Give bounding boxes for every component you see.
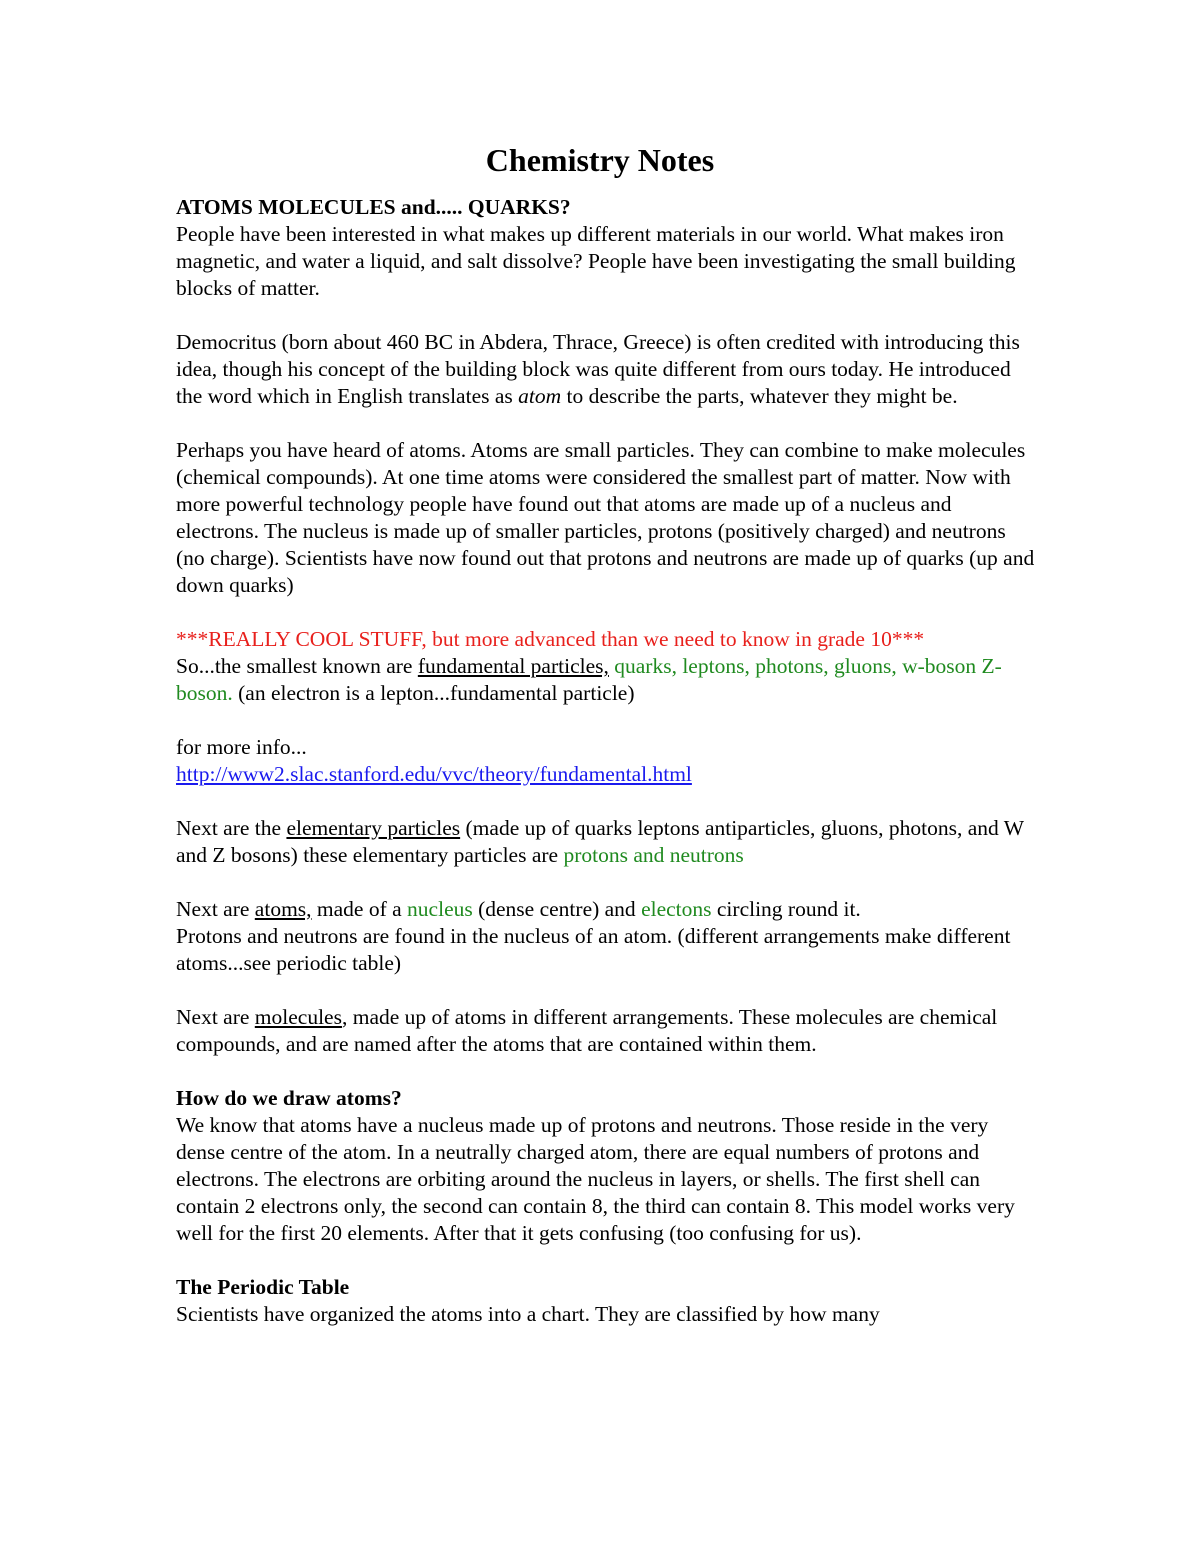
democritus-paragraph — [176, 329, 1036, 410]
protons-neutrons-term: protons and neutrons — [563, 843, 744, 867]
elementary-text-a: Next are the — [176, 816, 287, 840]
atoms-intro-paragraph: People have been interested in what makes up different materials in our world. What makes iron magnetic, and water a liquid, and salt dissolve? People have been investigating the small building blocks of matter. — [176, 222, 1016, 300]
periodic-table-paragraph: Scientists have organized the atoms into a chart. They are classified by how many — [176, 1302, 880, 1326]
molecules-text-a: Next are — [176, 1005, 255, 1029]
draw-atoms-heading: How do we draw atoms? — [176, 1086, 402, 1110]
fundamental-link[interactable]: http://www2.slac.stanford.edu/vvc/theory/fundamental.html — [176, 762, 692, 786]
molecules-text-b: , made up of atoms in different arrangements. These molecules are chemical compounds, and are named after the atoms that are contained within them. — [176, 1005, 998, 1056]
cool-stuff-paragraph — [176, 626, 1036, 707]
fundamental-particles-term: fundamental particles, — [417, 654, 609, 678]
more-info-paragraph — [176, 734, 1036, 788]
molecules-term: molecules — [254, 1005, 342, 1029]
atoms-nucleus-paragraph — [176, 896, 1036, 977]
atoms-text-c: (dense centre) and — [472, 897, 642, 921]
more-info-label: for more info... — [176, 735, 307, 759]
electron-lepton-note: (an electron is a lepton...fundamental particle) — [232, 681, 635, 705]
democritus-text-b: to describe the parts, whatever they might be. — [561, 384, 958, 408]
elementary-particles-paragraph — [176, 815, 1036, 869]
atoms-particles-paragraph: Perhaps you have heard of atoms. Atoms are small particles. They can combine to make molecules (chemical compounds). At one time atoms were considered the smallest part of matter. Now with more powerful technology people have found out that atoms are made up of a nucleus and electrons. The nucleus is made up of smaller particles, protons (positively charged) and neutrons (no charge). Scientists have now found out that protons and neutrons are made up of quarks (up and down quarks) — [176, 438, 1035, 597]
atoms-text-e: Protons and neutrons are found in the nucleus of an atom. (different arrangements make different atoms...see periodic table) — [176, 924, 1011, 975]
page-title: Chemistry Notes — [485, 142, 715, 178]
atoms-term: atoms, — [254, 897, 312, 921]
atoms-heading: ATOMS MOLECULES and..... QUARKS? — [176, 195, 571, 219]
elementary-particles-term: elementary particles — [286, 816, 461, 840]
elementary-text-b: (made up of quarks leptons antiparticles, gluons, photons, and W and Z bosons) these elementary particles are — [176, 816, 1024, 867]
smallest-known-text: So...the smallest known are — [176, 654, 418, 678]
draw-atoms-section — [176, 1085, 1036, 1247]
periodic-table-heading: The Periodic Table — [176, 1275, 350, 1299]
atoms-text-b: made of a — [311, 897, 408, 921]
electons-term: electons — [641, 897, 712, 921]
cool-stuff-note: ***REALLY COOL STUFF, but more advanced than we need to know in grade 10*** — [176, 627, 925, 651]
periodic-table-section — [176, 1274, 1036, 1328]
nucleus-term: nucleus — [407, 897, 473, 921]
fundamental-particles-list: quarks, leptons, photons, gluons, w-boson Z-boson. — [176, 654, 1002, 705]
atoms-section — [176, 194, 1036, 302]
atoms-text-a: Next are — [176, 897, 255, 921]
democritus-text-a: Democritus (born about 460 BC in Abdera, Thrace, Greece) is often credited with introducing this idea, though his concept of the building block was quite different from ours today. He introduced the word which in English translates as — [176, 330, 1020, 408]
molecules-paragraph — [176, 1004, 1036, 1058]
document-page — [176, 140, 1036, 1355]
atoms-text-d: circling round it. — [711, 897, 861, 921]
atom-word: atom — [518, 384, 562, 408]
draw-atoms-paragraph: We know that atoms have a nucleus made up of protons and neutrons. Those reside in the very dense centre of the atom. In a neutrally charged atom, there are equal numbers of protons and electrons. The electrons are orbiting around the nucleus in layers, or shells. The first shell can contain 2 electrons only, the second can contain 8, the third can contain 8. This model works very well for the first 20 elements. After that it gets confusing (too confusing for us). — [176, 1113, 1015, 1245]
